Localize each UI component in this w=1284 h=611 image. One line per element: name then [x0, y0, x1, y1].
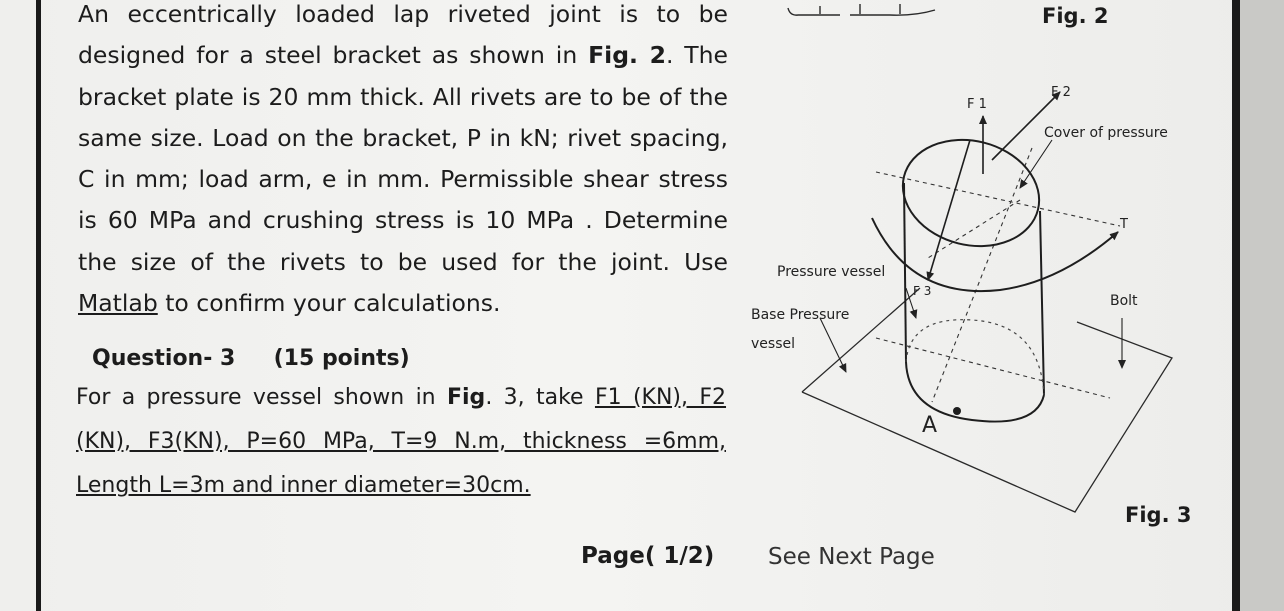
q3-line — [76, 376, 726, 420]
label-f2: F 2 — [1051, 85, 1071, 100]
q2-line — [78, 283, 728, 324]
q3-underlined-text: F1 (KN), F2 — [594, 385, 727, 410]
cylinder — [891, 126, 1050, 422]
q2-line: bracket plate is 20 mm thick. All rivets are to be of the — [78, 82, 728, 111]
page-border-right — [1232, 0, 1240, 611]
centerlines — [876, 148, 1120, 402]
fig2-remnant — [788, 4, 935, 15]
page-edge — [1240, 0, 1284, 611]
fig-2-caption: Fig. 2 — [1042, 4, 1109, 28]
q2-line-text: to confirm your calculations. — [157, 289, 501, 318]
fig3-reference: Fig — [446, 385, 486, 410]
see-next-page: See Next Page — [768, 544, 935, 570]
label-t: T — [1120, 217, 1128, 232]
point-a-marker — [953, 407, 961, 415]
fig-3-caption: Fig. 3 — [1125, 503, 1192, 527]
leader-lines — [820, 140, 1122, 372]
fig2-reference: Fig. 2 — [588, 41, 666, 70]
q2-line — [78, 35, 728, 76]
base-plate — [802, 288, 1172, 512]
label-base-pressure: Base Pressure — [751, 307, 850, 323]
matlab-reference: Matlab — [78, 289, 158, 318]
q2-line: is 60 MPa and crushing stress is 10 MPa . Determine — [78, 206, 728, 235]
q2-line: the size of the rivets to be used for the joint. Use — [78, 247, 728, 276]
q3-line-text: For a pressure vessel shown in — [76, 385, 447, 410]
pressure-vessel-diagram — [740, 0, 1220, 611]
question-2-text — [78, 0, 728, 324]
cylinder-bottom-hidden — [906, 320, 1044, 395]
label-pressure-vessel: Pressure vessel — [777, 264, 886, 280]
label-bolt: Bolt — [1110, 293, 1138, 309]
question-3-heading — [92, 346, 410, 371]
page-number: Page( 1/2) — [581, 543, 715, 569]
q2-line-text: designed for a steel bracket as shown in — [78, 41, 589, 70]
q2-line: C in mm; load arm, e in mm. Permissible shear stress — [78, 165, 728, 194]
q2-line: An eccentrically loaded lap riveted joint is to be — [78, 0, 728, 28]
q2-line-text: . The — [665, 41, 729, 70]
label-vessel: vessel — [751, 336, 795, 352]
question-3-points: (15 points) — [273, 346, 410, 371]
label-f1: F 1 — [967, 97, 987, 112]
page-border-left — [36, 0, 41, 611]
q2-line: same size. Load on the bracket, P in kN; rivet spacing, — [78, 123, 728, 152]
question-3-title: Question- 3 — [92, 346, 236, 371]
label-a: A — [922, 413, 938, 438]
q3-line: (KN), F3(KN), P=60 MPa, T=9 N.m, thickness =6mm, — [76, 429, 726, 454]
label-f3: F 3 — [913, 284, 932, 298]
q3-line-text: . 3, take — [485, 385, 595, 410]
q3-line: Length L=3m and inner diameter=30cm. — [76, 473, 531, 498]
label-cover: Cover of pressure — [1044, 125, 1168, 141]
torque-arrow — [872, 218, 1118, 291]
question-3-text — [76, 376, 726, 508]
